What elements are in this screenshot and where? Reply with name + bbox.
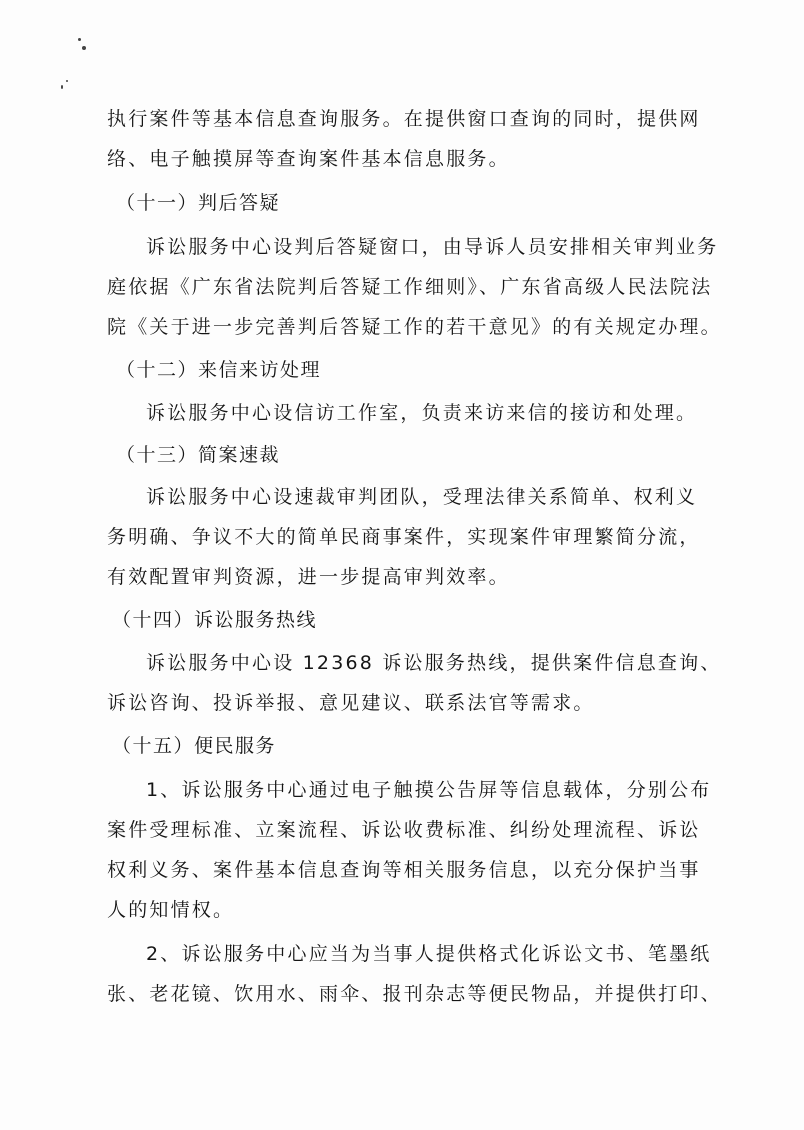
paragraph-line: 诉讼服务中心设 12368 诉讼服务热线，提供案件信息查询、 <box>146 652 722 674</box>
paragraph-line: 2、诉讼服务中心应当为当事人提供格式化诉讼文书、笔墨纸 <box>146 943 712 965</box>
paragraph-line: 执行案件等基本信息查询服务。在提供窗口查询的同时，提供网 <box>107 108 701 130</box>
paragraph-line: 案件受理标准、立案流程、诉讼收费标准、纠纷处理流程、诉讼 <box>107 819 701 841</box>
paragraph-line: 诉讼咨询、投诉举报、意见建议、联系法官等需求。 <box>107 692 595 714</box>
paragraph-line: 张、老花镜、饮用水、雨伞、报刊杂志等便民物品，并提供打印、 <box>107 983 722 1005</box>
paragraph-line: 络、电子触摸屏等查询案件基本信息服务。 <box>107 148 510 170</box>
section-heading: （十二）来信来访处理 <box>116 359 322 381</box>
paragraph-line: 有效配置审判资源，进一步提高审判效率。 <box>107 566 510 588</box>
section-heading: （十五）便民服务 <box>112 735 277 757</box>
paragraph-line: 诉讼服务中心设信访工作室，负责来访来信的接访和处理。 <box>146 402 698 424</box>
paragraph-line: 权利义务、案件基本信息查询等相关服务信息，以充分保护当事 <box>107 859 701 881</box>
scan-speck <box>82 46 86 50</box>
paragraph-line: 1、诉讼服务中心通过电子触摸公告屏等信息载体，分别公布 <box>146 779 712 801</box>
section-heading: （十四）诉讼服务热线 <box>112 609 318 631</box>
scan-speck <box>66 80 68 82</box>
section-heading: （十三）简案速裁 <box>116 444 281 466</box>
paragraph-line: 诉讼服务中心设速裁审判团队，受理法律关系简单、权利义 <box>146 486 698 508</box>
paragraph-line: 庭依据《广东省法院判后答疑工作细则》、广东省高级人民法院法 <box>107 276 713 298</box>
paragraph-line: 务明确、争议不大的简单民商事案件，实现案件审理繁简分流， <box>107 526 701 548</box>
scan-speck <box>61 85 63 89</box>
paragraph-line: 诉讼服务中心设判后答疑窗口，由导诉人员安排相关审判业务 <box>146 236 719 258</box>
section-heading: （十一）判后答疑 <box>116 192 281 214</box>
paragraph-line: 院《关于进一步完善判后答疑工作的若干意见》的有关规定办理。 <box>107 316 722 338</box>
scan-speck <box>78 38 81 41</box>
paragraph-line: 人的知情权。 <box>107 899 235 921</box>
